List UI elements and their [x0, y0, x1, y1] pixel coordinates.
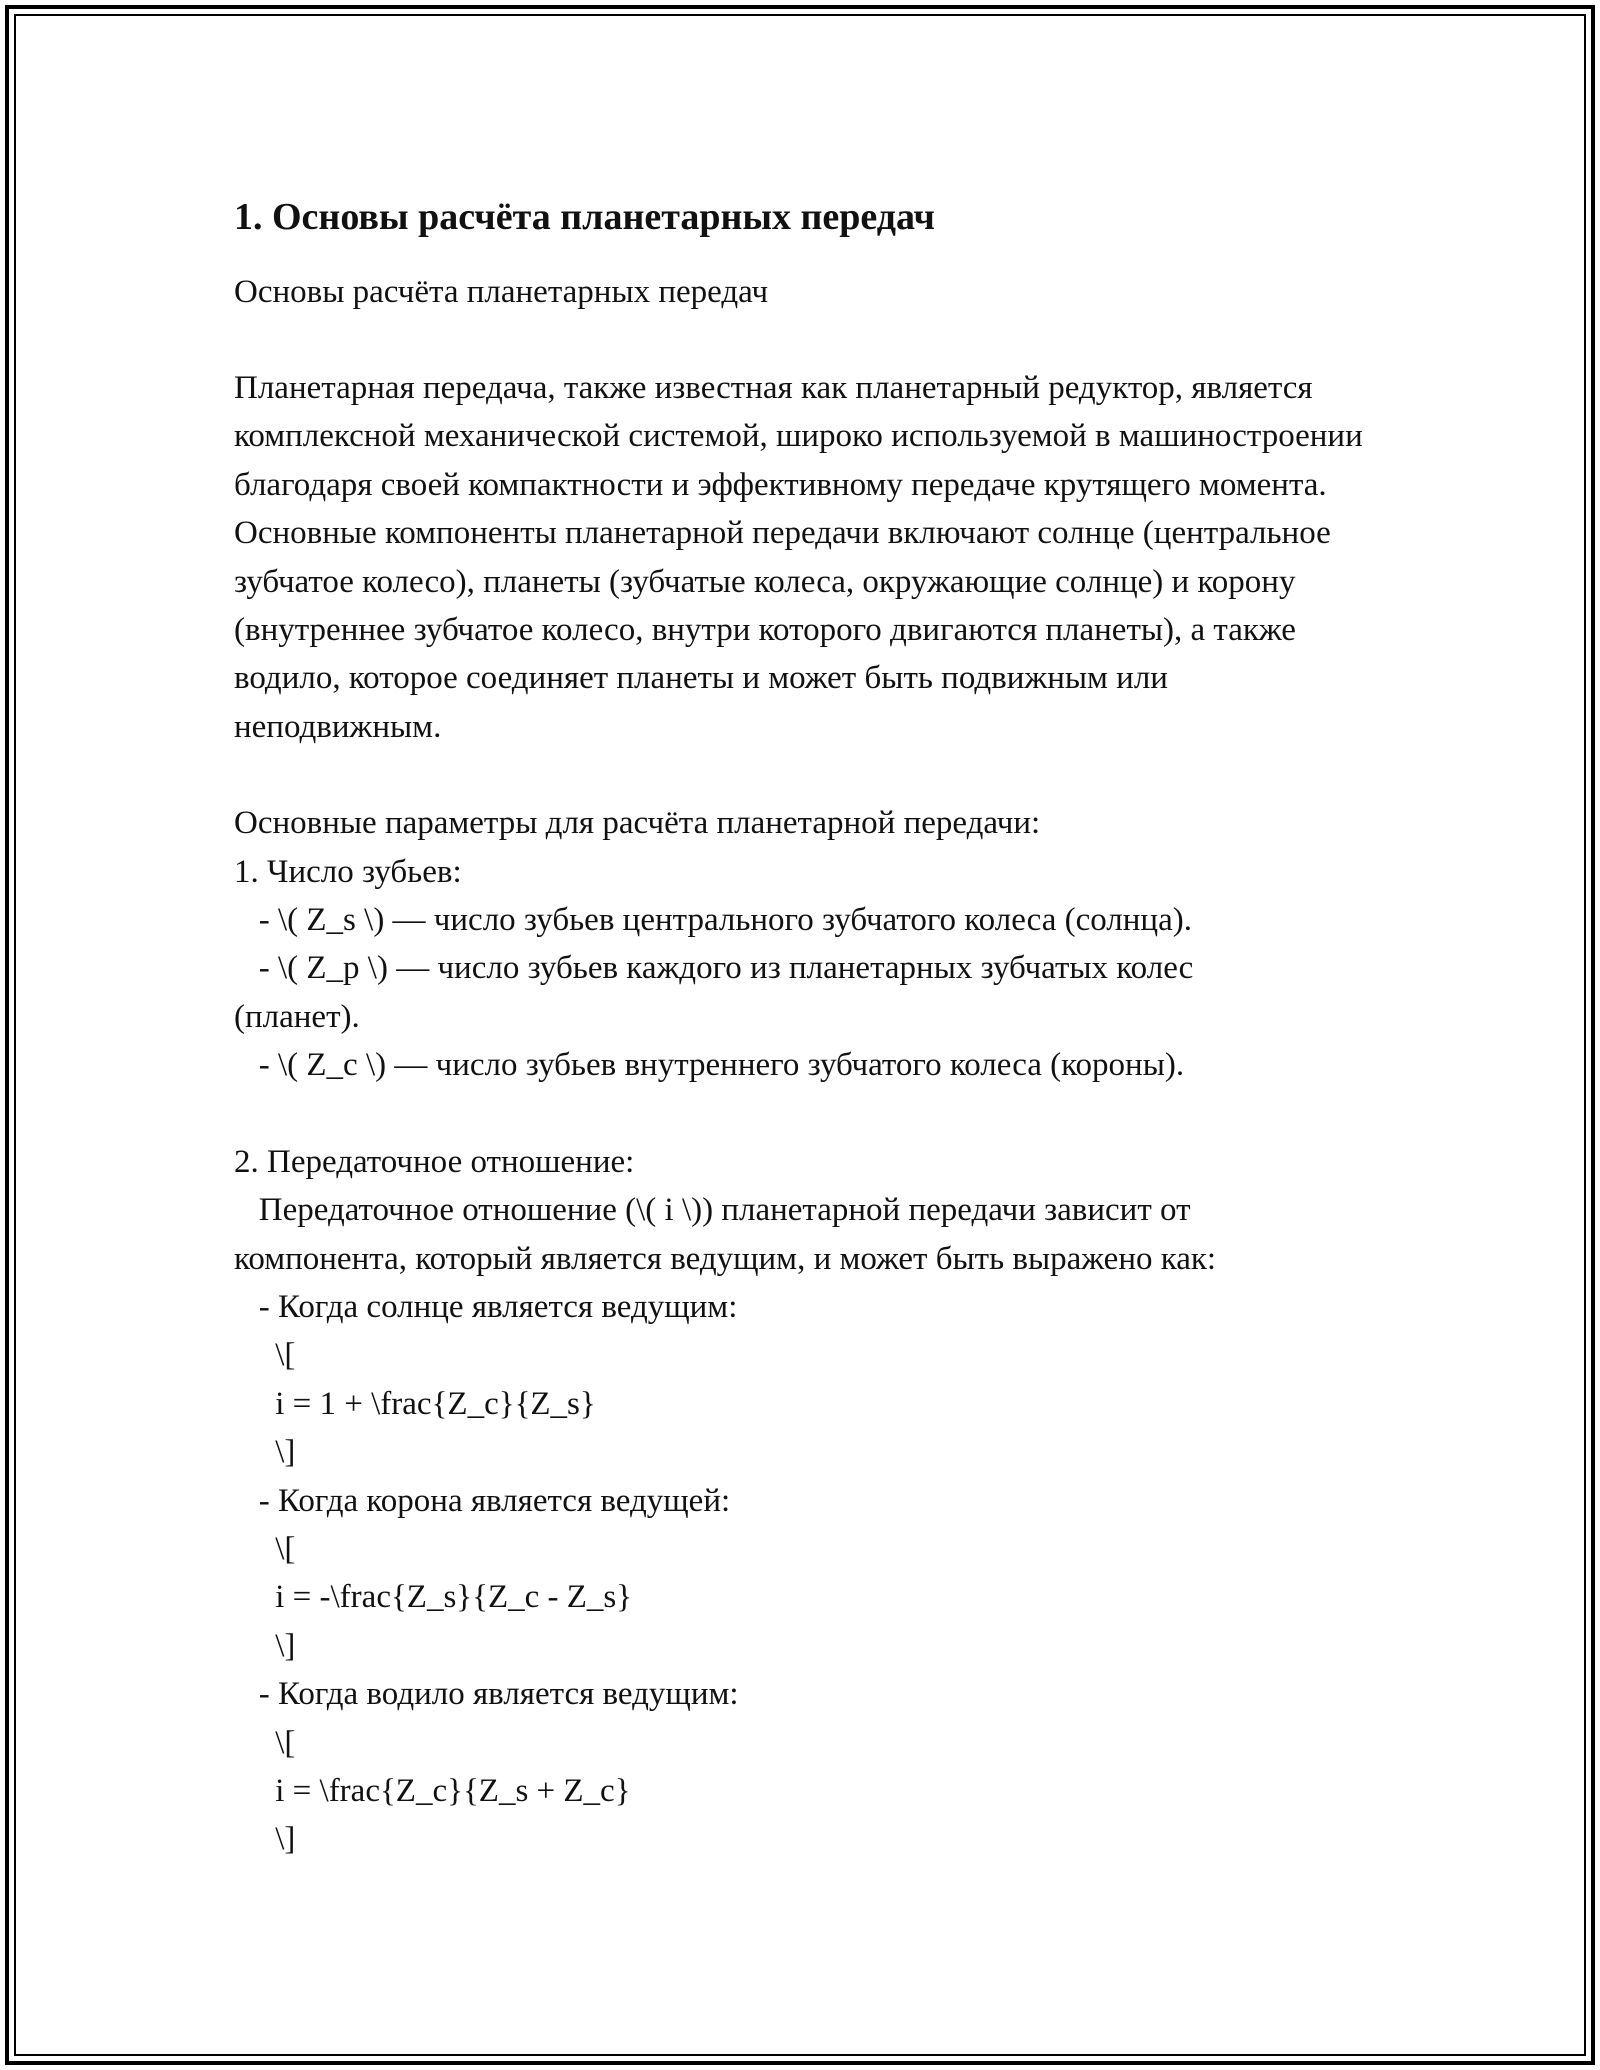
case-crown-formula-open: \[	[234, 1530, 296, 1567]
gear-ratio-intro-line-2: компонента, который является ведущим, и может быть выражено как:	[234, 1240, 1217, 1277]
case-crown-formula: i = -\frac{Z_s}{Z_c - Z_s}	[234, 1579, 633, 1616]
case-carrier-formula-close: \]	[234, 1821, 296, 1858]
teeth-item-sun: - \( Z_s \) — число зубьев центрального зубчатого колеса (солнца).	[234, 902, 1192, 939]
document-title: 1. Основы расчёта планетарных передач	[234, 196, 935, 238]
teeth-count-heading: 1. Число зубьев:	[234, 853, 462, 890]
intro-paragraph: Планетарная передача, также известная как планетарный редуктор, является комплексной механической системой, широко используемой в машиностроении благодаря своей компактности и эффективному передаче крутящего момента. Основные компоненты планетарной передачи включают солнце (центральное зубчатое колесо), планеты (зубчатые колеса, окружающие солнце) и корону (внутреннее зубчатое колесо, внутри которого двигаются планеты), а также водило, которое соединяет планеты и может быть подвижным или неподвижным.	[234, 370, 1363, 745]
gear-ratio-section	[234, 1138, 1362, 1864]
case-crown-formula-close: \]	[234, 1627, 296, 1664]
case-sun-formula-open: \[	[234, 1337, 296, 1374]
case-sun-driving-label: - Когда солнце является ведущим:	[234, 1288, 738, 1325]
teeth-item-crown: - \( Z_c \) — число зубьев внутреннего зубчатого колеса (короны).	[234, 1047, 1185, 1084]
document-body	[234, 192, 1362, 1864]
teeth-item-planet-continued: (планет).	[234, 998, 360, 1035]
case-sun-formula-close: \]	[234, 1434, 296, 1471]
gear-ratio-heading: 2. Передаточное отношение:	[234, 1143, 635, 1180]
case-sun-formula: i = 1 + \frac{Z_c}{Z_s}	[234, 1385, 596, 1422]
parameters-section	[234, 799, 1362, 1089]
case-carrier-formula-open: \[	[234, 1724, 296, 1761]
case-crown-driving-label: - Когда корона является ведущей:	[234, 1482, 731, 1519]
case-carrier-driving-label: - Когда водило является ведущим:	[234, 1676, 739, 1713]
parameters-heading: Основные параметры для расчёта планетарной передачи:	[234, 805, 1041, 842]
document-subtitle: Основы расчёта планетарных передач	[234, 274, 769, 310]
gear-ratio-intro-line-1: Передаточное отношение (\( i \)) планетарной передачи зависит от	[234, 1192, 1191, 1229]
teeth-item-planet: - \( Z_p \) — число зубьев каждого из планетарных зубчатых колес	[234, 950, 1194, 987]
case-carrier-formula: i = \frac{Z_c}{Z_s + Z_c}	[234, 1772, 631, 1809]
